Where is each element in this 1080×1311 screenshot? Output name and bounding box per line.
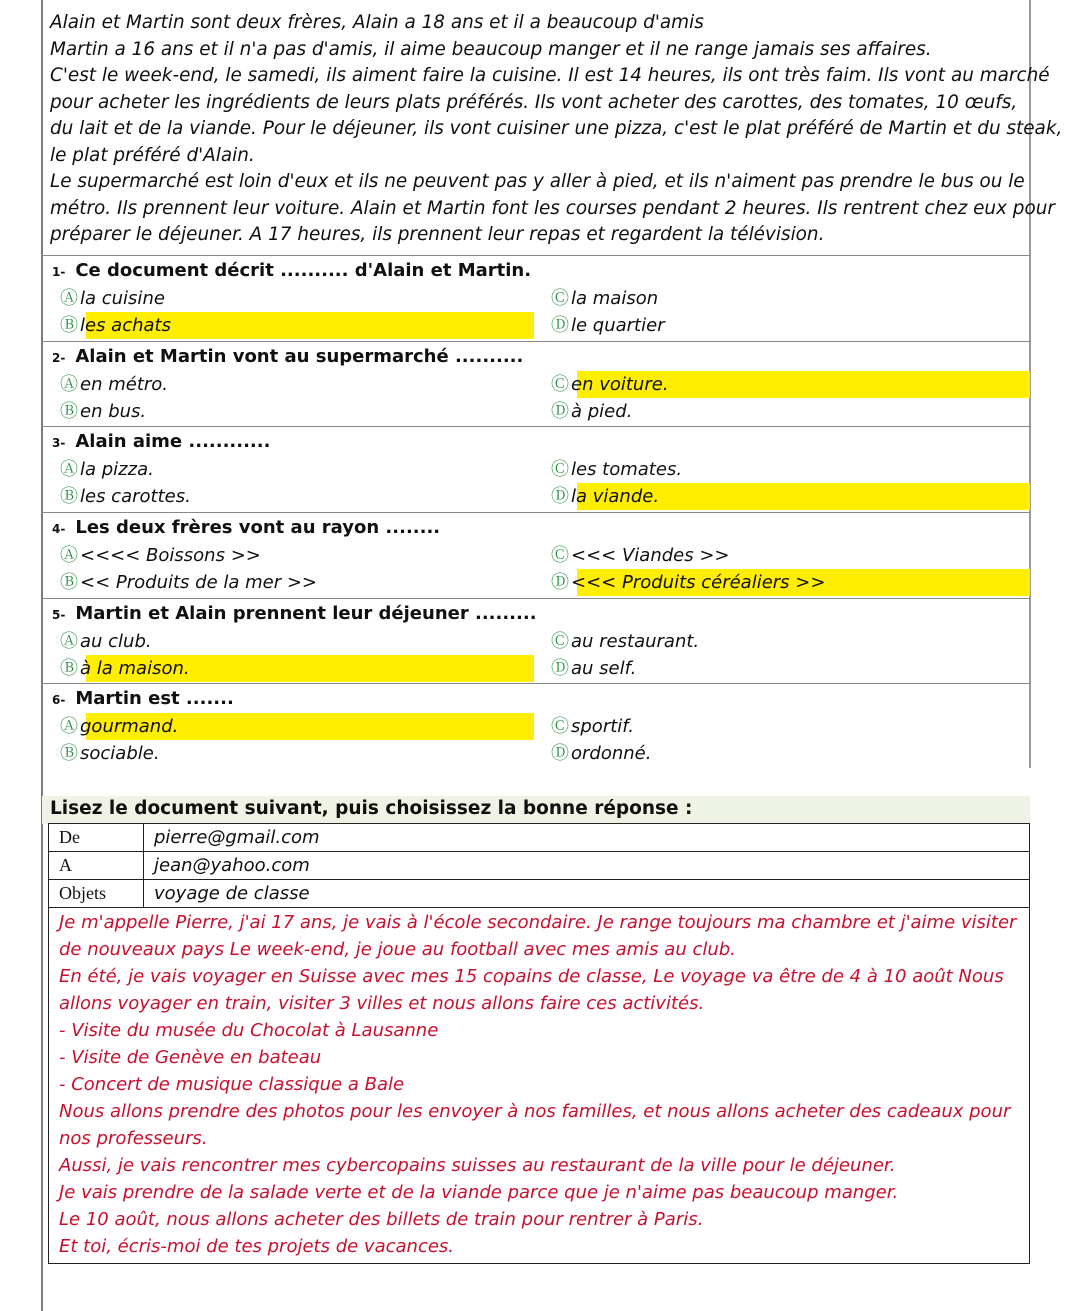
option-d[interactable]: [551, 655, 640, 682]
passage-line: pour acheter les ingrédients de leurs plats préférés. Ils vont acheter des carottes, des tomates, 10 œufs,: [50, 91, 1018, 113]
option-text: au club.: [80, 630, 152, 652]
letter-line: Je m'appelle Pierre, j'ai 17 ans, je vais à l'école secondaire. Je range toujours ma chambre et j'aime visiter: [59, 912, 1017, 933]
option-c[interactable]: [551, 371, 673, 398]
option-text: sociable.: [80, 743, 160, 765]
question-block: [42, 512, 1030, 598]
option-c[interactable]: [551, 285, 662, 312]
option-d[interactable]: [551, 483, 663, 510]
option-letter-icon: Ⓐ: [60, 545, 78, 567]
question-number: 3-: [52, 436, 66, 451]
questions-list: [42, 255, 1030, 769]
question-title: [52, 431, 270, 452]
option-letter-icon: Ⓒ: [551, 288, 569, 309]
option-d[interactable]: [551, 312, 669, 339]
question-number: 6-: [52, 693, 66, 708]
question-text: Alain aime ............: [75, 431, 271, 453]
option-letter-icon: Ⓒ: [551, 459, 569, 481]
question-block: [42, 598, 1030, 684]
passage-line: Martin a 16 ans et il n'a pas d'amis, il aime beaucoup manger et il ne range jamais ses affaires.: [50, 38, 932, 60]
email-from-label: De: [49, 824, 144, 852]
option-c[interactable]: [551, 628, 703, 655]
option-b[interactable]: [60, 569, 321, 596]
option-letter-icon: Ⓐ: [60, 459, 78, 481]
option-letter-icon: Ⓑ: [60, 400, 78, 422]
question-text: Martin et Alain prennent leur déjeuner .........: [75, 602, 537, 624]
option-letter-icon: Ⓒ: [551, 373, 569, 395]
option-a[interactable]: [60, 542, 265, 569]
email-subject-label: Objets: [49, 880, 144, 908]
option-a[interactable]: [60, 285, 169, 312]
option-a[interactable]: [60, 456, 158, 483]
section2-title: Lisez le document suivant, puis choisissez la bonne réponse :: [50, 798, 693, 819]
option-text: la cuisine: [80, 288, 165, 309]
question-number: 5-: [52, 607, 66, 622]
option-letter-icon: Ⓐ: [60, 288, 78, 309]
option-text: à pied.: [571, 400, 633, 422]
letter-line: de nouveaux pays Le week-end, je joue au football avec mes amis au club.: [59, 939, 736, 960]
option-letter-icon: Ⓑ: [60, 743, 78, 765]
option-letter-icon: Ⓐ: [60, 716, 78, 738]
option-letter-icon: Ⓓ: [551, 315, 569, 336]
passage-line: le plat préféré d'Alain.: [50, 144, 255, 166]
option-letter-icon: Ⓓ: [551, 657, 569, 679]
option-text: les tomates.: [571, 459, 683, 481]
option-d[interactable]: [551, 398, 636, 425]
option-c[interactable]: [551, 456, 686, 483]
email-to-label: A: [49, 852, 144, 880]
question-title: [52, 260, 531, 281]
letter-line: Nous allons prendre des photos pour les envoyer à nos familles, et nous allons acheter des cadeaux pour: [59, 1101, 1011, 1122]
letter-line: Le 10 août, nous allons acheter des billets de train pour rentrer à Paris.: [59, 1209, 704, 1230]
question-text: Ce document décrit .......... d'Alain et Martin.: [75, 260, 532, 281]
question-block: [42, 255, 1030, 341]
section2-header: [42, 796, 1030, 824]
option-text: le quartier: [571, 315, 665, 336]
option-text: gourmand.: [80, 716, 179, 738]
option-d[interactable]: [551, 569, 829, 596]
option-letter-icon: Ⓐ: [60, 630, 78, 652]
option-text: en voiture.: [571, 373, 669, 395]
option-a[interactable]: [60, 371, 172, 398]
passage-line: C'est le week-end, le samedi, ils aiment faire la cuisine. Il est 14 heures, ils ont très faim. Ils vont au marché: [50, 65, 1050, 86]
question-title: [52, 517, 440, 538]
option-letter-icon: Ⓑ: [60, 657, 78, 679]
option-b[interactable]: [60, 398, 150, 425]
question-block: [42, 426, 1030, 512]
option-letter-icon: Ⓐ: [60, 373, 78, 395]
letter-line: nos professeurs.: [59, 1128, 208, 1149]
question-text: Martin est .......: [75, 688, 234, 710]
email-to-row: [49, 852, 1030, 880]
option-text: au self.: [571, 657, 637, 679]
option-text: << Produits de la mer >>: [80, 572, 318, 594]
email-body-box: [48, 907, 1030, 1264]
question-block: [42, 683, 1030, 769]
question-number: 2-: [52, 350, 66, 365]
option-text: au restaurant.: [571, 630, 700, 652]
option-a[interactable]: [60, 713, 182, 740]
letter-line: Et toi, écris-moi de tes projets de vacances.: [59, 1236, 455, 1257]
option-b[interactable]: [60, 740, 164, 767]
email-to-value: jean@yahoo.com: [144, 852, 1030, 880]
question-block: [42, 341, 1030, 427]
email-subject-value: voyage de classe: [144, 880, 1030, 908]
email-from-value: pierre@gmail.com: [144, 824, 1030, 852]
letter-line: En été, je vais voyager en Suisse avec mes 15 copains de classe, Le voyage va être de 4 à 10 août Nous: [59, 966, 1004, 987]
email-subject-row: [49, 880, 1030, 908]
option-text: les achats: [80, 315, 171, 336]
passage-line: du lait et de la viande. Pour le déjeuner, ils vont cuisiner une pizza, c'est le plat préféré de Martin et du steak,: [50, 118, 1063, 139]
letter-line: Je vais prendre de la salade verte et de la viande parce que je n'aime pas beaucoup manger.: [59, 1182, 899, 1203]
option-d[interactable]: [551, 740, 655, 767]
option-text: les carottes.: [80, 486, 191, 508]
option-letter-icon: Ⓒ: [551, 630, 569, 652]
option-letter-icon: Ⓓ: [551, 572, 569, 594]
option-b[interactable]: [60, 312, 175, 339]
option-b[interactable]: [60, 655, 194, 682]
passage-line: Le supermarché est loin d'eux et ils ne peuvent pas y aller à pied, et ils n'aiment pas prendre le bus ou le: [50, 171, 1025, 192]
option-letter-icon: Ⓓ: [551, 743, 569, 765]
question-text: Les deux frères vont au rayon ........: [75, 517, 441, 539]
option-text: à la maison.: [80, 657, 190, 679]
option-text: ordonné.: [571, 743, 652, 765]
letter-line: - Visite du musée du Chocolat à Lausanne: [59, 1020, 439, 1041]
question-number: 4-: [52, 522, 66, 537]
letter-line: Aussi, je vais rencontrer mes cybercopains suisses au restaurant de la ville pour le déjeuner.: [59, 1155, 896, 1176]
letter-line: allons voyager en train, visiter 3 villes et nous allons faire ces activités.: [59, 993, 705, 1014]
option-text: la pizza.: [80, 459, 154, 481]
reading-passage: [50, 10, 1063, 249]
passage-line: préparer le déjeuner. A 17 heures, ils prennent leur repas et regardent la télévision.: [50, 224, 825, 245]
passage-line: Alain et Martin sont deux frères, Alain a 18 ans et il a beaucoup d'amis: [50, 12, 704, 33]
option-letter-icon: Ⓓ: [551, 486, 569, 508]
option-text: la viande.: [571, 486, 660, 508]
option-text: en bus.: [80, 400, 147, 422]
option-letter-icon: Ⓑ: [60, 486, 78, 508]
option-letter-icon: Ⓑ: [60, 572, 78, 594]
option-letter-icon: Ⓓ: [551, 400, 569, 422]
option-text: <<< Viandes >>: [571, 545, 730, 567]
email-from-row: [49, 824, 1030, 852]
question-title: [52, 603, 537, 624]
email-body: [59, 909, 1019, 1260]
option-text: <<<< Boissons >>: [80, 545, 261, 567]
question-text: Alain et Martin vont au supermarché ..........: [75, 345, 524, 367]
option-text: sportif.: [571, 716, 635, 738]
option-a[interactable]: [60, 628, 156, 655]
option-text: en métro.: [80, 373, 169, 395]
question-number: 1-: [52, 265, 66, 279]
option-letter-icon: Ⓒ: [551, 716, 569, 738]
option-c[interactable]: [551, 713, 638, 740]
passage-line: métro. Ils prennent leur voiture. Alain et Martin font les courses pendant 2 heures. Ils rentrent chez eux pour: [50, 197, 1055, 219]
question-title: [52, 688, 234, 709]
option-text: la maison: [571, 288, 659, 309]
option-letter-icon: Ⓑ: [60, 315, 78, 336]
email-header-table: [48, 823, 1030, 908]
option-b[interactable]: [60, 483, 195, 510]
option-c[interactable]: [551, 542, 733, 569]
option-letter-icon: Ⓒ: [551, 545, 569, 567]
letter-line: - Visite de Genève en bateau: [59, 1047, 322, 1068]
option-text: <<< Produits céréaliers >>: [571, 572, 826, 594]
letter-line: - Concert de musique classique a Bale: [59, 1074, 405, 1095]
question-title: [52, 346, 523, 367]
